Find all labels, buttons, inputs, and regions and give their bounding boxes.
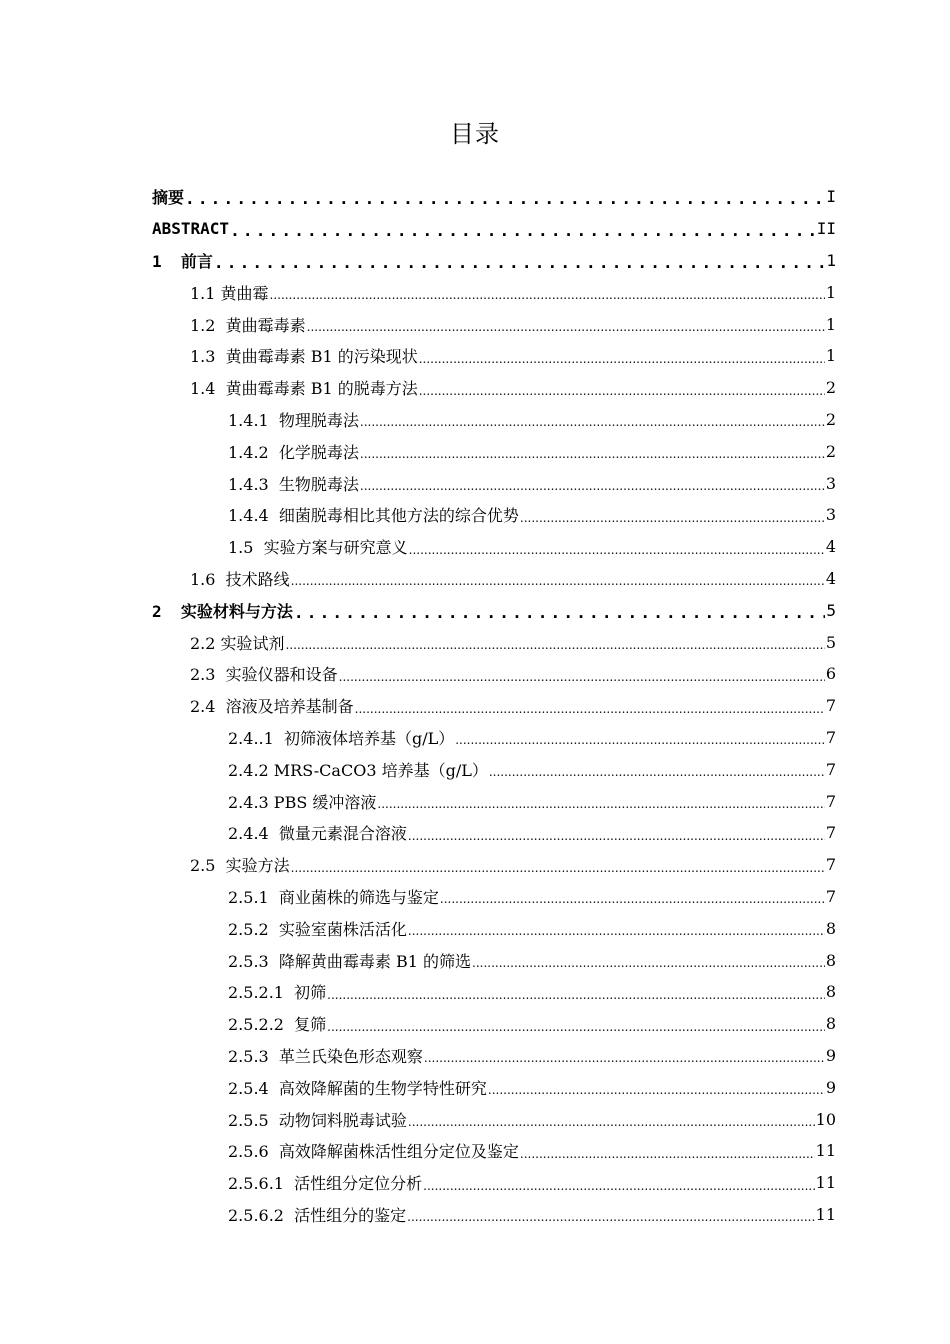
toc-entry[interactable] bbox=[152, 467, 836, 499]
dot-leader bbox=[270, 288, 825, 302]
toc-entry-page-number: 7 bbox=[825, 759, 836, 779]
toc-entry-label: 1.5 实验方案与研究意义 bbox=[228, 538, 408, 558]
toc-entry-label: 1 前言 bbox=[152, 251, 213, 271]
toc-entry-page-number: 1 bbox=[826, 250, 836, 270]
toc-entry-page-number: 8 bbox=[825, 1014, 836, 1034]
toc-entry-label: 1.2 黄曲霉毒素 bbox=[190, 315, 306, 335]
toc-entry-page-number: II bbox=[816, 219, 836, 239]
toc-entry-label: 2.4..1 初筛液体培养基（g/L） bbox=[228, 728, 455, 748]
dot-leader bbox=[286, 638, 825, 652]
page-title: 目录 bbox=[450, 120, 500, 148]
toc-entry[interactable] bbox=[152, 658, 836, 690]
dot-leader bbox=[360, 447, 825, 461]
toc-entry-page-number: 2 bbox=[825, 441, 836, 461]
toc-entry[interactable] bbox=[152, 944, 836, 976]
toc-entry[interactable] bbox=[152, 340, 836, 372]
dot-leader bbox=[360, 479, 825, 493]
toc-entry-label: 1.4.1 物理脱毒法 bbox=[228, 410, 359, 430]
toc-entry-page-number: 6 bbox=[825, 664, 836, 684]
dot-leader bbox=[339, 670, 825, 684]
toc-entry-label: 2.5.2.2 复筛 bbox=[228, 1015, 327, 1035]
dot-leader bbox=[408, 924, 825, 938]
toc-entry-page-number: 2 bbox=[825, 409, 836, 429]
toc-entry-page-number: 9 bbox=[825, 1077, 836, 1097]
toc-entry-page-number: 1 bbox=[825, 314, 836, 334]
toc-entry-page-number: 3 bbox=[825, 473, 836, 493]
toc-entry-page-number: 11 bbox=[815, 1141, 836, 1161]
toc-entry-page-number: 7 bbox=[825, 791, 836, 811]
toc-entry[interactable] bbox=[152, 308, 836, 340]
toc-entry[interactable] bbox=[152, 404, 836, 436]
toc-entry[interactable] bbox=[152, 626, 836, 658]
toc-entry[interactable] bbox=[152, 1199, 836, 1231]
dot-leader bbox=[409, 543, 825, 557]
toc-entry-page-number: 3 bbox=[825, 505, 836, 525]
toc-entry-page-number: 7 bbox=[825, 823, 836, 843]
toc-entry-label: 2.4.3 PBS 缓冲溶液 bbox=[228, 792, 377, 812]
dot-leader bbox=[423, 1179, 814, 1193]
dot-leader bbox=[408, 829, 825, 843]
toc-entry-label: 1.4.3 生物脱毒法 bbox=[228, 474, 359, 494]
toc-entry-label: 2.4 溶液及培养基制备 bbox=[190, 697, 354, 717]
dot-leader bbox=[489, 765, 825, 779]
dot-leader bbox=[360, 415, 825, 429]
toc-entry-page-number: 10 bbox=[815, 1109, 836, 1129]
dot-leader bbox=[327, 1020, 825, 1034]
toc-entry[interactable] bbox=[152, 817, 836, 849]
toc-entry[interactable] bbox=[152, 181, 836, 213]
toc-entry-label: 1.3 黄曲霉毒素 B1 的污染现状 bbox=[190, 347, 418, 367]
dot-leader bbox=[291, 861, 825, 875]
toc-entry-page-number: 8 bbox=[825, 982, 836, 1002]
toc-entry-label: 摘要 bbox=[152, 188, 185, 208]
toc-entry-page-number: 9 bbox=[825, 1045, 836, 1065]
dot-leader bbox=[291, 574, 825, 588]
toc-entry-label: 2.2 实验试剂 bbox=[190, 633, 285, 653]
toc-entry[interactable] bbox=[152, 722, 836, 754]
toc-entry-label: 1.6 技术路线 bbox=[190, 569, 290, 589]
toc-entry-page-number: 11 bbox=[815, 1204, 836, 1224]
toc-entry-label: 2.4.4 微量元素混合溶液 bbox=[228, 824, 407, 844]
dot-leader bbox=[294, 603, 825, 622]
toc-entry[interactable] bbox=[152, 563, 836, 595]
toc-entry-label: 2.5 实验方法 bbox=[190, 856, 290, 876]
dot-leader bbox=[455, 733, 825, 747]
dot-leader bbox=[355, 702, 825, 716]
toc-entry-label: 2.4.2 MRS-CaCO3 培养基（g/L） bbox=[228, 760, 488, 780]
dot-leader bbox=[214, 253, 825, 272]
toc-entry[interactable] bbox=[152, 213, 836, 245]
dot-leader bbox=[419, 352, 825, 366]
toc-entry[interactable] bbox=[152, 276, 836, 308]
toc-entry-page-number: 7 bbox=[825, 886, 836, 906]
toc-entry-label: 2.5.2.1 初筛 bbox=[228, 983, 327, 1003]
toc-entry-page-number: 7 bbox=[825, 696, 836, 716]
dot-leader bbox=[408, 1115, 815, 1129]
toc-entry[interactable] bbox=[152, 1071, 836, 1103]
toc-entry[interactable] bbox=[152, 785, 836, 817]
toc-entry-page-number: 4 bbox=[825, 568, 836, 588]
dot-leader bbox=[307, 320, 825, 334]
toc-entry[interactable] bbox=[152, 1135, 836, 1167]
dot-leader bbox=[419, 384, 825, 398]
toc-entry[interactable] bbox=[152, 245, 836, 277]
dot-leader bbox=[424, 1051, 825, 1065]
dot-leader bbox=[472, 956, 825, 970]
toc-entry-label: 2 实验材料与方法 bbox=[152, 601, 293, 621]
toc-entry-page-number: 11 bbox=[815, 1173, 836, 1193]
toc-entry-page-number: 4 bbox=[825, 537, 836, 557]
toc-entry[interactable] bbox=[152, 690, 836, 722]
toc-entry-label: 2.5.5 动物饲料脱毒试验 bbox=[228, 1110, 407, 1130]
toc-entry-label: 2.5.6 高效降解菌株活性组分定位及鉴定 bbox=[228, 1142, 519, 1162]
toc-entry-label: 2.5.6.2 活性组分的鉴定 bbox=[228, 1205, 407, 1225]
toc-entry[interactable] bbox=[152, 499, 836, 531]
dot-leader bbox=[407, 1210, 814, 1224]
toc-entry-page-number: 7 bbox=[825, 727, 836, 747]
toc-entry[interactable] bbox=[152, 976, 836, 1008]
toc-entry[interactable] bbox=[152, 912, 836, 944]
toc-entry-page-number: 5 bbox=[826, 600, 836, 620]
toc-entry-label: 1.4.2 化学脱毒法 bbox=[228, 442, 359, 462]
toc-entry-page-number: 7 bbox=[825, 855, 836, 875]
toc-entry[interactable] bbox=[152, 1167, 836, 1199]
dot-leader bbox=[327, 988, 825, 1002]
toc-entry[interactable] bbox=[152, 594, 836, 626]
toc-entry[interactable] bbox=[152, 881, 836, 913]
dot-leader bbox=[185, 189, 825, 208]
toc-entry[interactable] bbox=[152, 849, 836, 881]
toc-entry-label: 2.5.4 高效降解菌的生物学特性研究 bbox=[228, 1078, 487, 1098]
toc-entry-label: 2.3 实验仪器和设备 bbox=[190, 665, 338, 685]
dot-leader bbox=[488, 1083, 825, 1097]
toc-entry-label: 2.5.3 降解黄曲霉毒素 B1 的筛选 bbox=[228, 951, 471, 971]
toc-entry[interactable] bbox=[152, 1040, 836, 1072]
toc-entry-label: 2.5.3 革兰氏染色形态观察 bbox=[228, 1046, 423, 1066]
dot-leader bbox=[230, 221, 816, 240]
toc-entry[interactable] bbox=[152, 435, 836, 467]
toc-entry-page-number: 5 bbox=[825, 632, 836, 652]
toc-entry[interactable] bbox=[152, 531, 836, 563]
toc-entry-page-number: 8 bbox=[825, 950, 836, 970]
toc-entry-label: 2.5.6.1 活性组分定位分析 bbox=[228, 1174, 423, 1194]
toc-entry-label: 1.4.4 细菌脱毒相比其他方法的综合优势 bbox=[228, 506, 519, 526]
toc-entry-label: 1.4 黄曲霉毒素 B1 的脱毒方法 bbox=[190, 379, 418, 399]
toc-entry[interactable] bbox=[152, 372, 836, 404]
table-of-contents bbox=[152, 181, 836, 1230]
toc-entry[interactable] bbox=[152, 753, 836, 785]
toc-entry-page-number: 2 bbox=[825, 378, 836, 398]
dot-leader bbox=[440, 892, 825, 906]
toc-entry-page-number: 1 bbox=[825, 346, 836, 366]
dot-leader bbox=[520, 511, 825, 525]
dot-leader bbox=[377, 797, 824, 811]
toc-entry[interactable] bbox=[152, 1008, 836, 1040]
toc-entry-label: 1.1 黄曲霉 bbox=[190, 283, 269, 303]
toc-entry-label: ABSTRACT bbox=[152, 219, 230, 239]
dot-leader bbox=[520, 1147, 815, 1161]
toc-entry[interactable] bbox=[152, 1103, 836, 1135]
toc-entry-label: 2.5.1 商业菌株的筛选与鉴定 bbox=[228, 887, 439, 907]
toc-entry-label: 2.5.2 实验室菌株活活化 bbox=[228, 919, 407, 939]
toc-entry-page-number: I bbox=[826, 187, 836, 207]
toc-entry-page-number: 1 bbox=[825, 282, 836, 302]
toc-entry-page-number: 8 bbox=[825, 918, 836, 938]
